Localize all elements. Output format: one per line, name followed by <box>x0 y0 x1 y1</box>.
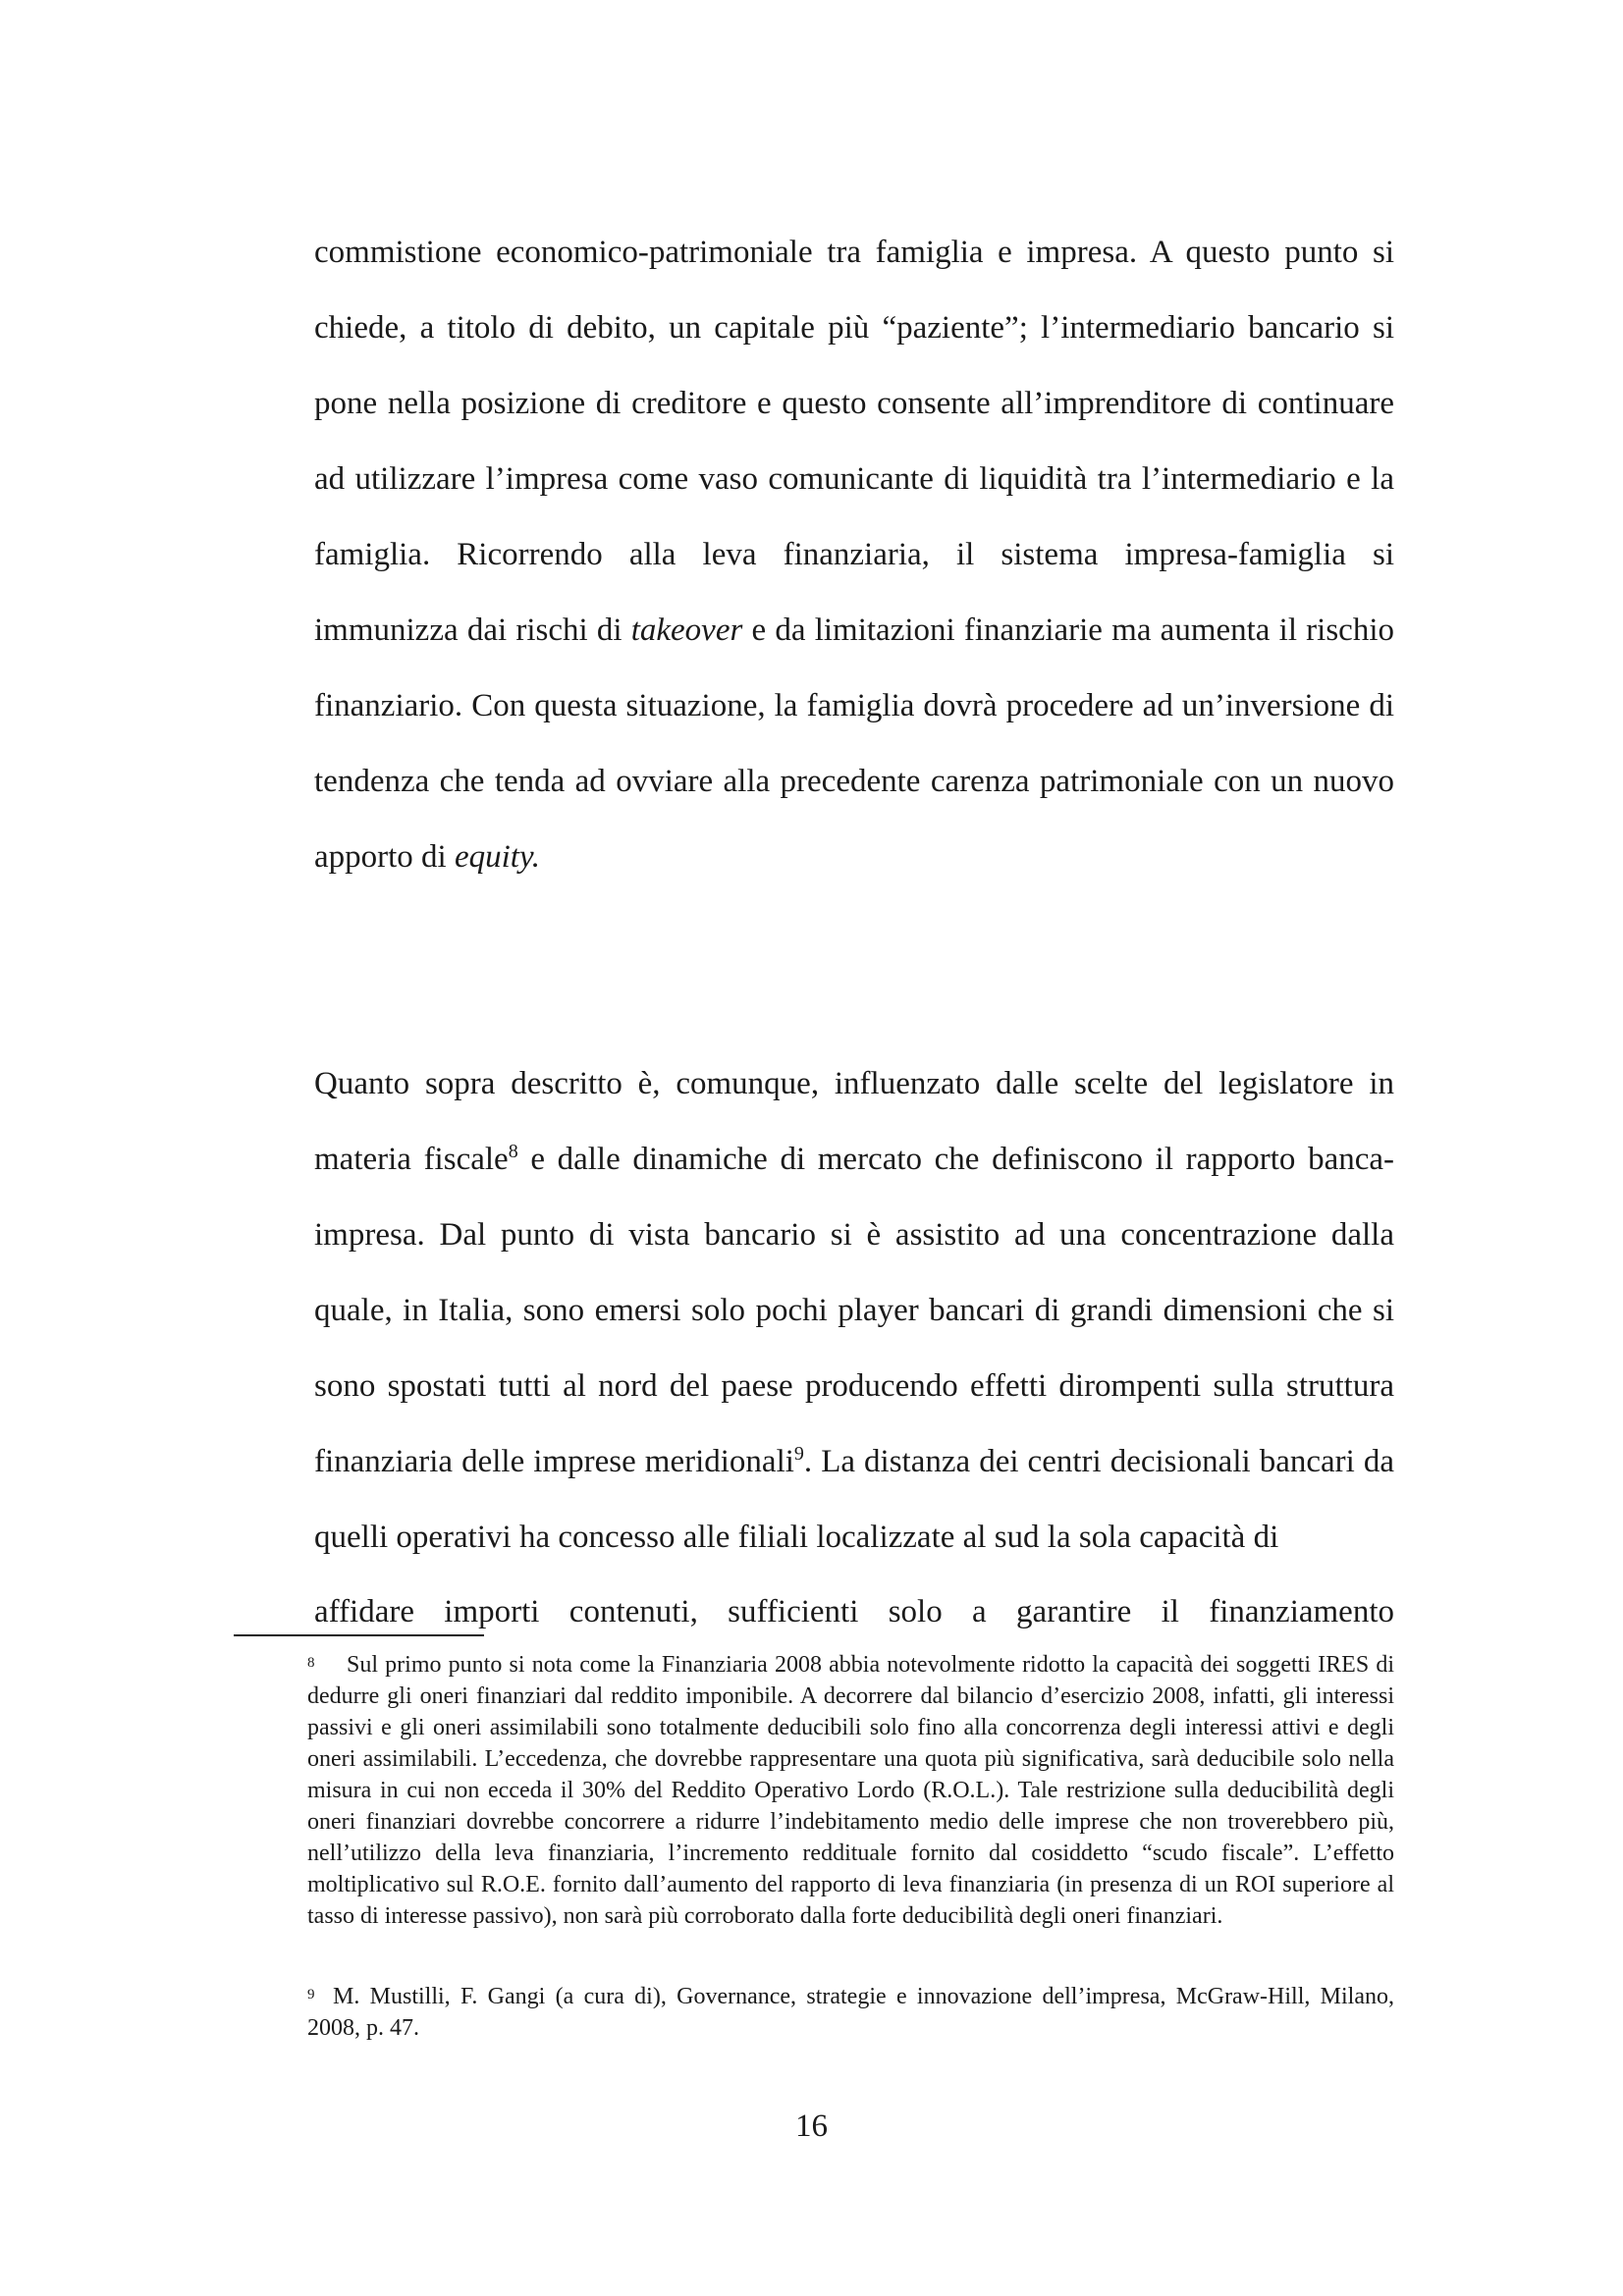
footnote-9-marker: 9 <box>307 1987 315 2002</box>
footnote-8-text: Sul primo punto si nota come la Finanziaria 2008 abbia notevolmente ridotto la capacità dei soggetti IRES di dedurre gli oneri finanziari dal reddito imponibile. A decorrere dal bilancio d’esercizio 2008, infatti, gli interessi passivi e gli oneri assimilabili sono totalmente deducibili solo fino alla concorrenza degli interessi attivi e degli oneri assimilabili. L’eccedenza, che dovrebbe rappresentare una quota più significativa, sarà deducibile solo nella misura in cui non ecceda il 30% del Reddito Operativo Lordo (R.O.L.). Tale restrizione sulla deducibilità degli oneri finanziari dovrebbe concorrere a ridurre l’indebitamento medio delle imprese che non troverebbero più, nell’utilizzo della leva finanziaria, l’incremento reddituale fornito dal cosiddetto “scudo fiscale”. L’effetto moltiplicativo sul R.O.E. fornito dall’aumento del rapporto di leva finanziaria (in presenza di un ROI superiore al tasso di interesse passivo), non sarà più corroborato dalla forte deducibilità degli oneri finanziari. <box>307 1652 1394 1929</box>
footnote-9-text: M. Mustilli, F. Gangi (a cura di), Governance, strategie e innovazione dell’impresa, McGraw-Hill, Milano, 2008, p. 47. <box>307 1984 1394 2041</box>
footnote-ref-9[interactable]: 9 <box>793 1443 804 1465</box>
body-paragraph-1 <box>314 215 1394 895</box>
footnote-ref-8[interactable]: 8 <box>508 1141 518 1162</box>
paragraph-2-text-c: . La distanza dei centri decisionali bancari da quelli operativi ha concesso alle filiali localizzate al sud la sola capacità di <box>314 1444 1394 1555</box>
footnote-8-marker: 8 <box>307 1655 315 1671</box>
footnote-9 <box>307 1981 1394 2044</box>
paragraph-1-italic-equity: equity. <box>454 839 541 875</box>
paragraph-2-last-line: affidare importi contenuti, sufficienti solo a garantire il finanziamento <box>314 1594 1394 1629</box>
paragraph-1-italic-takeover: takeover <box>630 613 743 648</box>
paragraph-1-text-a: commistione economico-patrimoniale tra famiglia e impresa. A questo punto si chiede, a titolo di debito, un capitale più “paziente”; l’intermediario bancario si pone nella posizione di creditore e questo consente all’imprenditore di continuare ad utilizzare l’impresa come vaso comunicante di liquidità tra l’intermediario e la famiglia. Ricorrendo alla leva finanziaria, il sistema impresa-famiglia si immunizza dai rischi di <box>314 235 1394 648</box>
paragraph-2-text-a: Quanto sopra descritto è, comunque, influenzato dalle scelte del legislatore in materia fiscale <box>314 1066 1394 1177</box>
paragraph-1-text-b: e da limitazioni finanziarie ma aumenta il rischio finanziario. Con questa situazione, la famiglia dovrà procedere ad un’inversione di tendenza che tenda ad ovviare alla precedente carenza patrimoniale con un nuovo apporto di <box>314 613 1394 875</box>
paragraph-2-text-b: e dalle dinamiche di mercato che definiscono il rapporto banca-impresa. Dal punto di vista bancario si è assistito ad una concentrazione dalla quale, in Italia, sono emersi solo pochi player bancari di grandi dimensioni che si sono spostati tutti al nord del paese producendo effetti dirompenti sulla struttura finanziaria delle imprese meridionali <box>314 1142 1394 1479</box>
footnote-8 <box>307 1649 1394 1932</box>
footnote-separator <box>234 1634 484 1636</box>
body-paragraph-2 <box>314 1046 1394 1575</box>
page-number: 16 <box>795 2109 828 2144</box>
